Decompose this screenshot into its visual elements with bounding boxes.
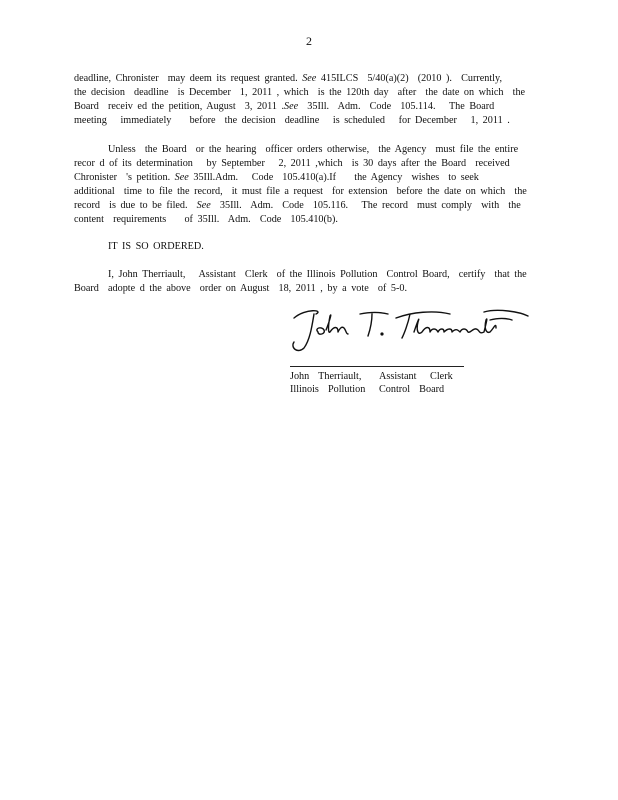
text-segment: 415ILCS 5/40(a)(2) (2010 ). Currently, [316, 73, 502, 84]
text-segment: Chronister 's petition. [74, 172, 175, 183]
text-segment: Board receiv ed the petition, August 3, 2011 . [74, 101, 285, 112]
see-citation-signal: See [302, 73, 317, 84]
text-segment: deadline, Chronister may deem its request granted. [74, 73, 303, 84]
paragraph-1-line-4: meeting immediately before the decision deadline is scheduled for December 1, 2011 . [74, 115, 510, 126]
see-citation-signal: See [284, 101, 299, 112]
handwritten-signature [284, 298, 534, 358]
signer-name-title: John Therriault, Assistant Clerk [290, 371, 453, 382]
so-ordered-statement: IT IS SO ORDERED. [108, 241, 204, 252]
signer-organization: Illinois Pollution Control Board [290, 384, 445, 395]
paragraph-1-line-2: the decision deadline is December 1, 2011 , which is the 120th day after the date on which the [74, 87, 526, 98]
page-number: 2 [306, 34, 312, 48]
text-segment: 35Ill. Adm. Code 105.116. The record must comply with the [210, 200, 521, 211]
paragraph-2-line-4: additional time to file the record, it must file a request for extension before the date on which the [74, 186, 527, 197]
text-segment: 35Ill. Adm. Code 105.114. The Board [298, 101, 495, 112]
see-citation-signal: See [174, 172, 189, 183]
paragraph-2-line-6: content requirements of 35Ill. Adm. Code 105.410(b). [74, 214, 338, 225]
paragraph-2-line-1: Unless the Board or the hearing officer orders otherwise, the Agency must file the entire [108, 144, 519, 155]
paragraph-1-line-1 [74, 72, 502, 86]
certification-line-1: I, John Therriault, Assistant Clerk of the Illinois Pollution Control Board, certify that the [108, 269, 527, 280]
text-segment: 35Ill.Adm. Code 105.410(a).If the Agency wishes to seek [188, 172, 479, 183]
paragraph-1-line-3 [74, 100, 494, 114]
paragraph-2-line-2: recor d of its determination by September 2, 2011 ,which is 30 days after the Board received [74, 158, 510, 169]
paragraph-2-line-5 [74, 199, 521, 213]
certification-line-2: Board adopte d the above order on August 18, 2011 , by a vote of 5-0. [74, 283, 407, 294]
paragraph-2-line-3 [74, 171, 479, 185]
signature-rule [290, 366, 464, 367]
text-segment: record is due to be filed. [74, 200, 197, 211]
see-citation-signal: See [196, 200, 211, 211]
